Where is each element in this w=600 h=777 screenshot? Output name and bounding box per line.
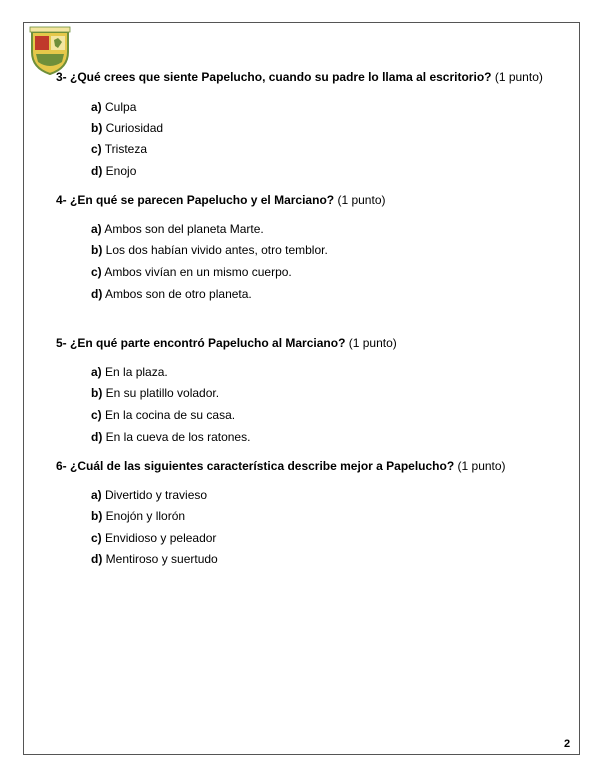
question-number: 3- — [56, 70, 67, 84]
school-crest-logo — [28, 26, 72, 76]
question-number: 5- — [56, 336, 67, 350]
page-number: 2 — [564, 738, 571, 750]
option-b: b) Los dos habían vivido antes, otro temblor. — [91, 243, 328, 257]
question-5 — [56, 336, 397, 350]
question-text: ¿En qué se parecen Papelucho y el Marciano? — [70, 193, 335, 207]
question-text: ¿En qué parte encontró Papelucho al Marciano? — [70, 336, 346, 350]
option-c: c) En la cocina de su casa. — [91, 408, 236, 422]
option-b: b) En su platillo volador. — [91, 386, 220, 400]
question-number: 6- — [56, 459, 67, 473]
option-b: b) Enojón y llorón — [91, 509, 186, 523]
question-number: 4- — [56, 193, 67, 207]
question-points: (1 punto) — [457, 459, 506, 473]
option-d: d) En la cueva de los ratones. — [91, 430, 251, 444]
option-d: d) Mentiroso y suertudo — [91, 552, 218, 566]
question-3 — [56, 70, 543, 84]
option-c: c) Envidioso y peleador — [91, 531, 217, 545]
question-text: ¿Qué crees que siente Papelucho, cuando su padre lo llama al escritorio? — [70, 70, 492, 84]
option-d: d) Enojo — [91, 164, 137, 178]
question-text: ¿Cuál de las siguientes característica describe mejor a Papelucho? — [70, 459, 455, 473]
question-points: (1 punto) — [337, 193, 386, 207]
question-6 — [56, 459, 506, 473]
option-a: a) Culpa — [91, 100, 137, 114]
question-4 — [56, 193, 385, 207]
option-a: a) En la plaza. — [91, 365, 168, 379]
question-points: (1 punto) — [494, 70, 543, 84]
option-c: c) Tristeza — [91, 142, 148, 156]
option-c: c) Ambos vivían en un mismo cuerpo. — [91, 265, 292, 279]
option-a: a) Ambos son del planeta Marte. — [91, 222, 264, 236]
question-points: (1 punto) — [348, 336, 397, 350]
option-a: a) Divertido y travieso — [91, 488, 208, 502]
option-d: d) Ambos son de otro planeta. — [91, 287, 252, 301]
option-b: b) Curiosidad — [91, 121, 164, 135]
